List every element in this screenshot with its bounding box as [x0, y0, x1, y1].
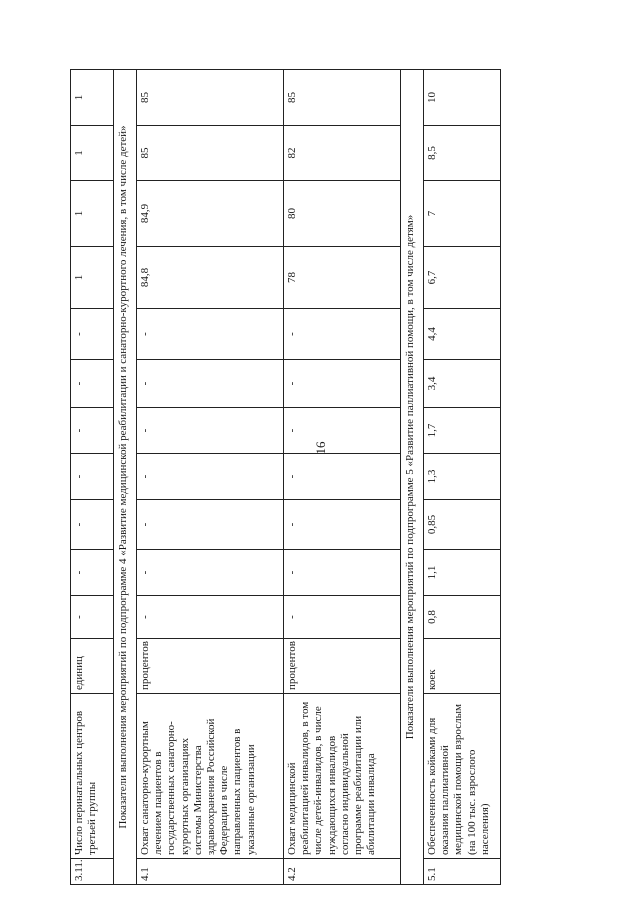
value-cell: -: [284, 596, 401, 639]
indicator-name: Охват санаторно-курортным лечением пациентов в государственных санаторно-курортных организациях системы Министерства здравоохранения Российской Федерации в числе направленных пациентов в указанные организации: [137, 694, 284, 859]
value-cell: -: [71, 596, 114, 639]
value-cell: 1: [71, 70, 114, 126]
page-number: 16: [313, 441, 328, 455]
value-cell: 1: [71, 247, 114, 309]
value-cell: 1,3: [424, 454, 501, 500]
section-row-5: [401, 70, 424, 885]
row-number: 5.1: [424, 859, 501, 885]
value-cell: 10: [424, 70, 501, 126]
row-number: 4.1: [137, 859, 284, 885]
indicator-name: Обеспеченность койками для оказания паллиативной медицинской помощи взрослым (на 100 тыс. взрослого населения): [424, 694, 501, 859]
value-cell: -: [137, 360, 284, 408]
value-cell: -: [284, 309, 401, 360]
row-number: 4.2: [284, 859, 401, 885]
value-cell: -: [137, 550, 284, 596]
value-cell: 4,4: [424, 309, 501, 360]
table-row-3-11: [71, 70, 114, 885]
value-cell: 84,9: [137, 181, 284, 247]
table-row-4-1: [137, 70, 284, 885]
value-cell: -: [137, 408, 284, 454]
table-row-4-2: [284, 70, 401, 885]
value-cell: -: [284, 360, 401, 408]
value-cell: 1,7: [424, 408, 501, 454]
value-cell: -: [284, 454, 401, 500]
value-cell: -: [71, 408, 114, 454]
value-cell: 1: [71, 181, 114, 247]
value-cell: 6,7: [424, 247, 501, 309]
value-cell: 3,4: [424, 360, 501, 408]
row-number: 3.11.: [71, 859, 114, 885]
value-cell: -: [71, 550, 114, 596]
value-cell: -: [71, 360, 114, 408]
value-cell: -: [137, 596, 284, 639]
value-cell: -: [284, 500, 401, 550]
unit-cell: процентов: [284, 639, 401, 694]
indicator-name: Число перинатальных центров третьей группы: [71, 694, 114, 859]
value-cell: 1,1: [424, 550, 501, 596]
table-row-5-1: [424, 70, 501, 885]
value-cell: -: [137, 454, 284, 500]
value-cell: -: [71, 454, 114, 500]
section-row-4: [114, 70, 137, 885]
indicator-name: Охват медицинской реабилитацией инвалидов, в том числе детей-инвалидов, в числе нуждающихся инвалидов согласно индивидуальной программе реабилитации или абилитации инвалида: [284, 694, 401, 859]
value-cell: -: [137, 500, 284, 550]
value-cell: -: [137, 309, 284, 360]
unit-cell: коек: [424, 639, 501, 694]
indicators-table: [70, 69, 501, 885]
value-cell: 0,8: [424, 596, 501, 639]
value-cell: -: [71, 500, 114, 550]
unit-cell: единиц: [71, 639, 114, 694]
section-heading-5: Показатели выполнения мероприятий по подпрограмме 5 «Развитие паллиативной помощи, в том числе детям»: [401, 70, 424, 885]
value-cell: 82: [284, 126, 401, 181]
rotated-table-container: [70, 70, 510, 885]
value-cell: -: [284, 550, 401, 596]
value-cell: 0,85: [424, 500, 501, 550]
value-cell: 85: [137, 126, 284, 181]
value-cell: 85: [284, 70, 401, 126]
value-cell: -: [71, 309, 114, 360]
value-cell: 84,8: [137, 247, 284, 309]
value-cell: 85: [137, 70, 284, 126]
value-cell: 1: [71, 126, 114, 181]
value-cell: 78: [284, 247, 401, 309]
value-cell: 8,5: [424, 126, 501, 181]
value-cell: 7: [424, 181, 501, 247]
section-heading-4: Показатели выполнения мероприятий по подпрограмме 4 «Развитие медицинской реабилитации и санаторно-курортного лечения, в том числе детей»: [114, 70, 137, 885]
value-cell: 80: [284, 181, 401, 247]
unit-cell: процентов: [137, 639, 284, 694]
value-cell: -: [284, 408, 401, 454]
